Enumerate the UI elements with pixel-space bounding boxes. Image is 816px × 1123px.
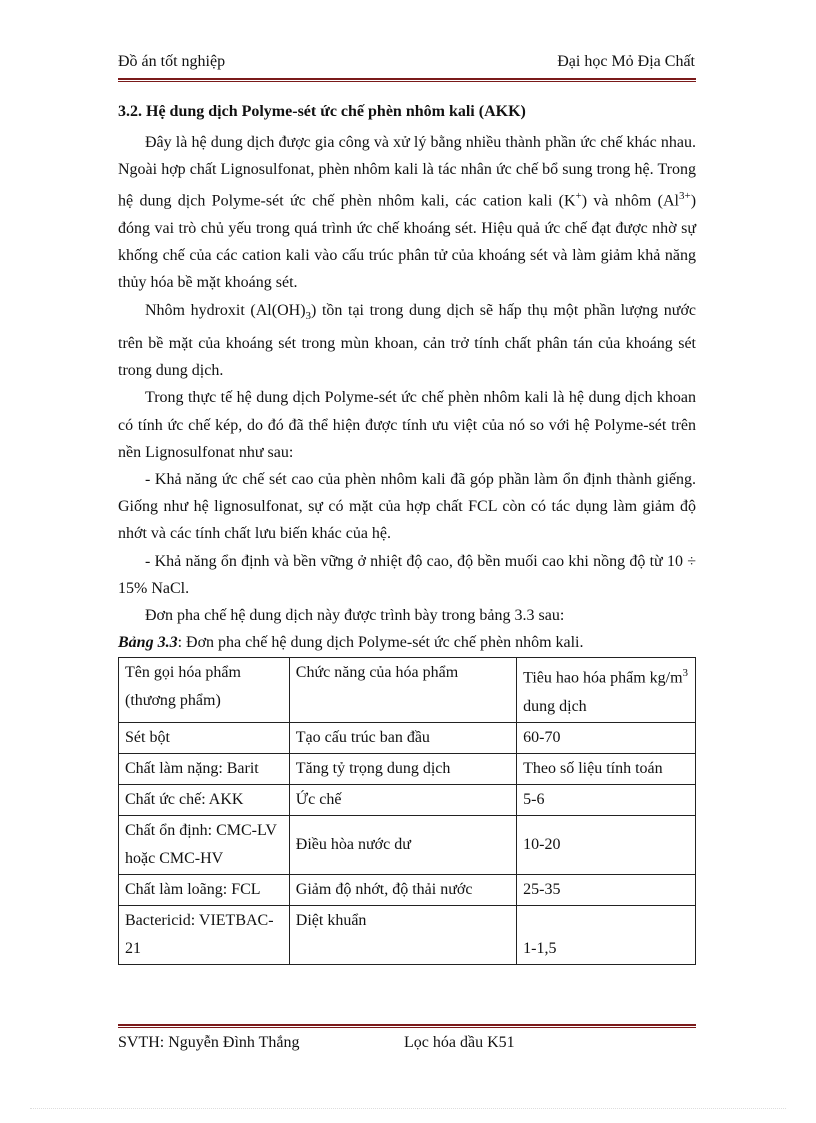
table-row: [119, 905, 696, 964]
footer-rule: [118, 1024, 696, 1028]
page-content: [118, 98, 696, 965]
header-cell-name: Tên gọi hóa phẩm (thương phẩm): [119, 658, 290, 722]
table-cell: Sét bột: [119, 722, 290, 753]
table-cell: Chất ức chế: AKK: [119, 784, 290, 815]
paragraph-6: Đơn pha chế hệ dung dịch này được trình bày trong bảng 3.3 sau:: [145, 606, 565, 624]
table-row: [119, 784, 696, 815]
table-cell: 25-35: [517, 874, 696, 905]
table-cell: 10-20: [517, 815, 696, 874]
table-cell: 60-70: [517, 722, 696, 753]
page-edge-line: [30, 1108, 786, 1109]
table-cell: Chất làm nặng: Barit: [119, 753, 290, 784]
table-cell: Tạo cấu trúc ban đầu: [289, 722, 516, 753]
formulation-table: [118, 657, 696, 964]
header-cell-consumption: Tiêu hao hóa phẩm $kg/m^3$ dung dịch: [517, 658, 696, 722]
table-caption: [118, 629, 696, 656]
header-cell-function: Chức năng của hóa phẩm: [289, 658, 516, 722]
header-left: Đồ án tốt nghiệp: [118, 53, 226, 70]
table-caption-label: Bảng 3.3: [118, 634, 178, 652]
footer-right: Lọc hóa dầu K51: [404, 1034, 515, 1051]
table-cell: 5-6: [517, 784, 696, 815]
paragraph-4: - Khả năng ức chế sét cao của phèn nhôm kali đã góp phần làm ổn định thành giếng. Giống như hệ lignosulfonat, sự có mặt của hợp chất FCL còn có tác dụng làm giảm độ nhớt và các tính chất lưu biến khác của hệ.: [118, 470, 696, 543]
table-row: [119, 815, 696, 874]
table-header-row: [119, 658, 696, 722]
table-cell: Chất làm loãng: FCL: [119, 874, 290, 905]
paragraph-3: Trong thực tế hệ dung dịch Polyme-sét ức chế phèn nhôm kali là hệ dung dịch khoan có tính ức chế kép, do đó đã thể hiện được tính ưu việt của nó so với hệ Polyme-sét trên nền Lignosulfonat như sau:: [118, 389, 696, 461]
paragraph-5: - Khả năng ổn định và bền vững ở nhiệt độ cao, độ bền muối cao khi nồng độ từ 10 ÷ 15% NaCl.: [118, 552, 696, 597]
table-cell: Diệt khuẩn: [289, 905, 516, 964]
table-cell: 1-1,5: [517, 905, 696, 964]
paragraph-1: Đây là hệ dung dịch được gia công và xử lý bằng nhiều thành phần ức chế khác nhau. Ngoài hợp chất Lignosulfonat, phèn nhôm kali là tác nhân ức chế bổ sung trong hệ. Trong hệ dung dịch Polyme-sét ức chế phèn nhôm kali, các cation kali (K+) và nhôm $(Al^{3+})$ đóng vai trò chủ yếu trong quá trình ức chế khoáng sét. Hiệu quả ức chế đạt được nhờ sự khống chế của các cation kali vào cấu trúc phân tử của khoáng sét và làm giảm khả năng thủy hóa bề mặt khoáng sét.: [118, 134, 697, 292]
table-row: [119, 874, 696, 905]
table-cell: Giảm độ nhớt, độ thải nước: [289, 874, 516, 905]
table-cell: Tăng tỷ trọng dung dịch: [289, 753, 516, 784]
footer-left: SVTH: Nguyễn Đình Thắng: [118, 1034, 300, 1051]
table-cell: Theo số liệu tính toán: [517, 753, 696, 784]
paragraph-2: Nhôm hydroxit $(Al(OH)_3)$ tồn tại trong dung dịch sẽ hấp thụ một phần lượng nước trên bề mặt của khoáng sét trong mùn khoan, cản trở tính chất phân tán của khoáng sét trong dung dịch.: [118, 301, 696, 380]
header-right: Đại học Mỏ Địa Chất: [557, 53, 695, 70]
section-title: 3.2. Hệ dung dịch Polyme-sét ức chế phèn nhôm kali (AKK): [118, 103, 526, 120]
table-cell: Ức chế: [289, 784, 516, 815]
table-row: [119, 753, 696, 784]
table-cell: Điều hòa nước dư: [289, 815, 516, 874]
table-cell: Bactericid: VIETBAC-21: [119, 905, 290, 964]
table-caption-text: : Đơn pha chế hệ dung dịch Polyme-sét ức chế phèn nhôm kali.: [177, 634, 584, 652]
header-rule: [118, 78, 696, 82]
table-cell: Chất ổn định: CMC-LV hoặc CMC-HV: [119, 815, 290, 874]
table-row: [119, 722, 696, 753]
